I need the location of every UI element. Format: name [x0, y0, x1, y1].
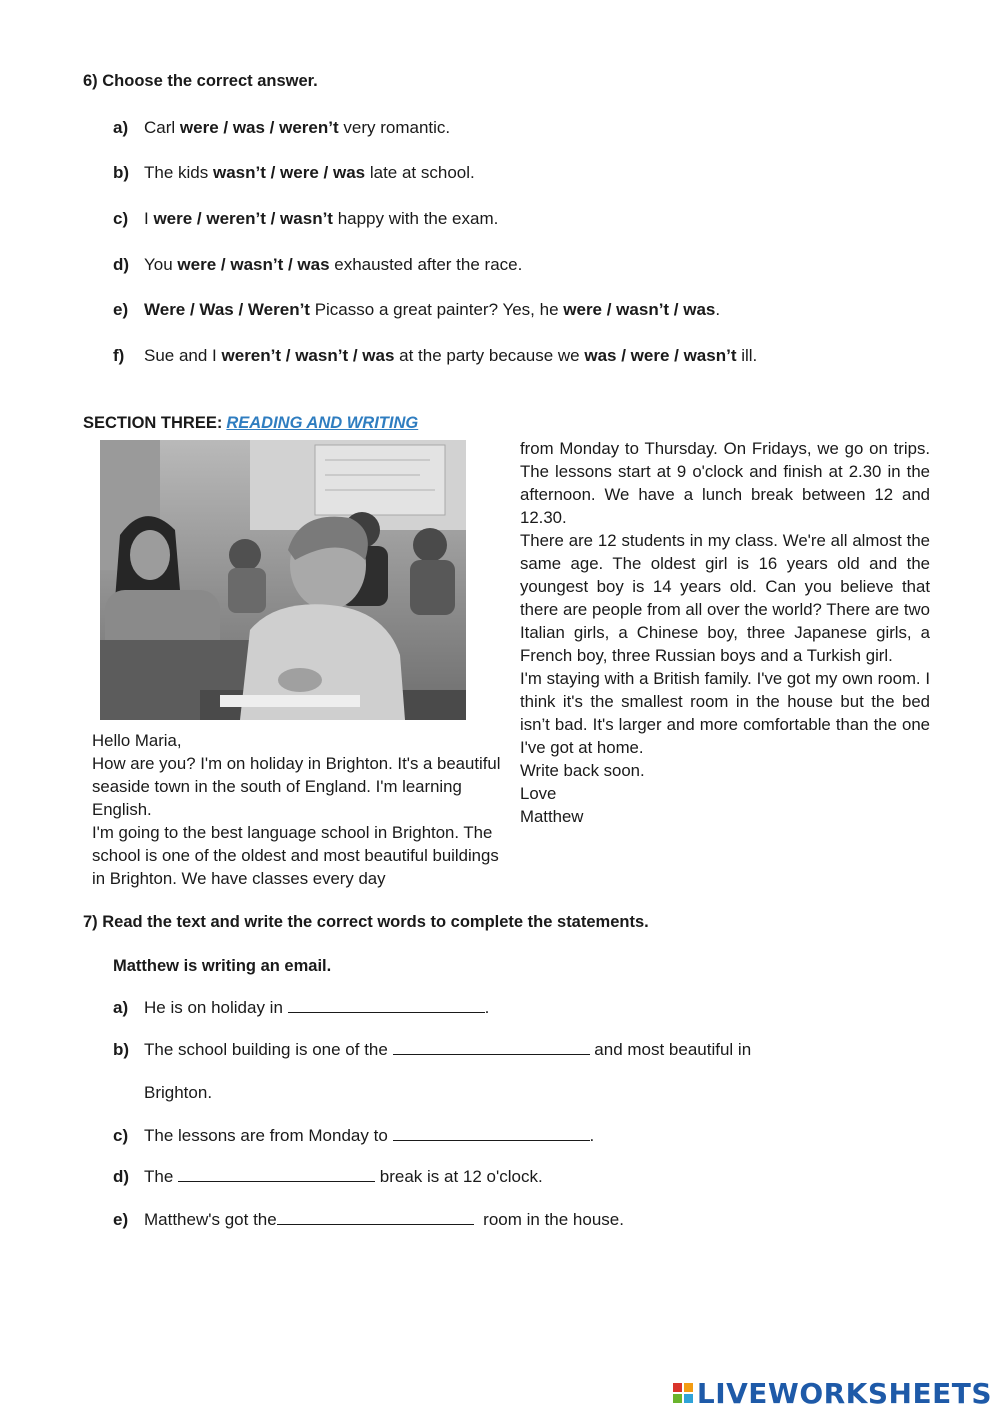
sentence-text: late at school.	[365, 163, 475, 182]
item-label: e)	[113, 300, 129, 319]
classroom-photo-icon	[100, 440, 466, 720]
q7-item-c	[113, 1126, 594, 1146]
item-label: c)	[113, 209, 129, 228]
answer-blank[interactable]	[178, 1167, 375, 1182]
section-heading	[83, 414, 418, 433]
choice-options[interactable]: was / were / wasn’t	[584, 346, 737, 365]
option-text: Carl	[144, 118, 180, 137]
sentence-text: .	[484, 998, 490, 1017]
answer-blank[interactable]	[393, 1040, 590, 1055]
q6-item-e	[113, 300, 720, 320]
item-label: c)	[113, 1126, 129, 1145]
sentence-text: The	[144, 1167, 179, 1186]
choice-options[interactable]: Were / Was / Weren’t	[144, 300, 310, 319]
logo-square	[673, 1383, 682, 1392]
item-label: d)	[113, 1167, 130, 1186]
item-label: b)	[113, 163, 130, 182]
letter-closing: Love	[520, 784, 557, 803]
q7-item-e	[113, 1210, 624, 1230]
q7-item-a	[113, 998, 489, 1018]
liveworksheets-logo[interactable]	[673, 1376, 992, 1410]
letter-paragraph: Hello Maria,	[92, 731, 182, 750]
letter-paragraph: There are 12 students in my class. We're all almost the same age. The oldest girl is 16 years old and the youngest boy is 14 years old. Can you believe that there are people from all over the world? There are two Italian girls, a Chinese boy, three Japanese girls, a French boy, three Russian boys and a Turkish girl.	[520, 531, 930, 665]
sentence-text: Matthew's got the	[144, 1210, 277, 1229]
choice-options[interactable]: weren’t / wasn’t / was	[221, 346, 395, 365]
answer-blank[interactable]	[288, 998, 485, 1013]
logo-square	[684, 1394, 693, 1403]
answer-blank[interactable]	[393, 1126, 590, 1141]
letter-paragraph: from Monday to Thursday. On Fridays, we go on trips. The lessons start at 9 o'clock and finish at 2.30 in the afternoon. We have a lunch break between 12 and 12.30.	[520, 439, 930, 527]
logo-text: LIVEWORKSHEETS	[696, 1376, 992, 1410]
q6-title: 6) Choose the correct answer.	[83, 72, 318, 90]
sentence-text: break is at 12 o'clock.	[375, 1167, 543, 1186]
q6-item-b	[113, 163, 475, 183]
sentence-text: You	[144, 255, 178, 274]
sentence-text: very romantic.	[338, 118, 451, 137]
item-label: b)	[113, 1040, 130, 1059]
letter-paragraph: I'm going to the best language school in Brighton. The school is one of the oldest and most beautiful buildings in Brighton. We have classes every day	[92, 823, 499, 888]
sentence-text: .	[715, 300, 721, 319]
q6-item-f	[113, 346, 757, 366]
q6-item-d	[113, 255, 522, 275]
item-label: a)	[113, 118, 129, 137]
section-prefix: SECTION THREE:	[83, 414, 223, 432]
classroom-photo	[100, 440, 466, 720]
sentence-text: at the party because we	[394, 346, 585, 365]
item-label: d)	[113, 255, 130, 274]
q7-item-b	[113, 1040, 751, 1060]
sentence-text: The school building is one of the	[144, 1040, 393, 1059]
sentence-text: Sue and I	[144, 346, 222, 365]
letter-signature: Matthew	[520, 807, 584, 826]
sentence-text: He is on holiday in	[144, 998, 288, 1017]
choice-options[interactable]: wasn’t / were / was	[212, 163, 366, 182]
choice-options[interactable]: were / was / weren’t	[179, 118, 339, 137]
q7-subtitle: Matthew is writing an email.	[113, 957, 332, 975]
choice-options[interactable]: were / wasn’t / was	[177, 255, 330, 274]
letter-right-column	[520, 437, 930, 828]
item-label: e)	[113, 1210, 129, 1229]
sentence-text: exhausted after the race.	[329, 255, 523, 274]
item-label: f)	[113, 346, 125, 365]
q7-item-d	[113, 1167, 543, 1187]
sentence-text: ill.	[736, 346, 758, 365]
q6-item-a	[113, 118, 450, 138]
section-link[interactable]: READING AND WRITING	[226, 414, 419, 432]
sentence-text: .	[589, 1126, 595, 1145]
sentence-text: happy with the exam.	[332, 209, 499, 228]
q7-title: 7) Read the text and write the correct words to complete the statements.	[83, 913, 649, 931]
choice-options[interactable]: were / wasn’t / was	[563, 300, 716, 319]
letter-left-column	[92, 729, 504, 890]
letter-closing: Write back soon.	[520, 761, 645, 780]
q7-item-b-continuation: Brighton.	[144, 1083, 213, 1102]
sentence-text: The lessons are from Monday to	[144, 1126, 393, 1145]
logo-mark-icon	[673, 1383, 693, 1403]
letter-paragraph: I'm staying with a British family. I've got my own room. I think it's the smallest room in the house but the bed isn’t bad. It's larger and more comfortable than the one I've got at home.	[520, 669, 930, 757]
item-label: a)	[113, 998, 129, 1017]
logo-square	[684, 1383, 693, 1392]
sentence-text: I	[144, 209, 154, 228]
logo-square	[673, 1394, 682, 1403]
sentence-text: room in the house.	[473, 1210, 624, 1229]
sentence-text: Picasso a great painter? Yes, he	[309, 300, 564, 319]
answer-blank[interactable]	[277, 1210, 474, 1225]
letter-paragraph: How are you? I'm on holiday in Brighton. It's a beautiful seaside town in the south of England. I'm learning English.	[92, 754, 501, 819]
sentence-text: The kids	[144, 163, 213, 182]
sentence-text: and most beautiful in	[589, 1040, 752, 1059]
q6-item-c	[113, 209, 498, 229]
choice-options[interactable]: were / weren’t / wasn’t	[153, 209, 333, 228]
